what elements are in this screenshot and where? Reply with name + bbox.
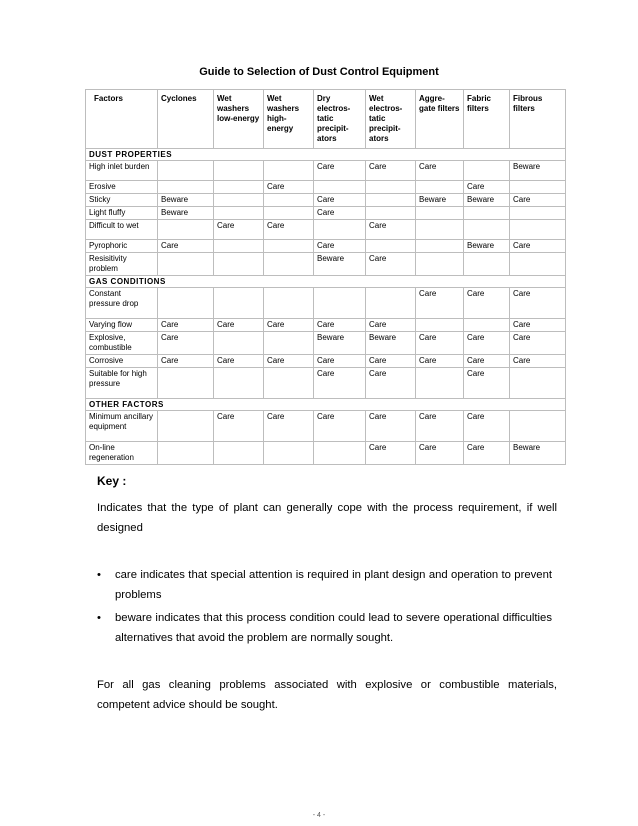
rating-cell: Care <box>264 355 314 368</box>
rating-cell: Care <box>464 332 510 355</box>
rating-cell: Care <box>314 240 366 253</box>
rating-cell <box>158 288 214 319</box>
rating-cell: Care <box>416 288 464 319</box>
key-intro: Indicates that the type of plant can generally cope with the process requirement, if well designed <box>97 502 557 534</box>
factor-cell: High inlet burden <box>86 161 158 181</box>
rating-cell: Care <box>314 194 366 207</box>
rating-cell <box>264 332 314 355</box>
factor-cell: On-line regeneration <box>86 442 158 465</box>
rating-cell <box>158 368 214 399</box>
section-label: DUST PROPERTIES <box>86 149 566 161</box>
rating-cell: Care <box>366 319 416 332</box>
rating-cell: Care <box>464 355 510 368</box>
section-label: GAS CONDITIONS <box>86 276 566 288</box>
table-row <box>86 355 566 368</box>
table-body <box>86 149 566 465</box>
rating-cell <box>158 181 214 194</box>
page-number: - 4 - <box>312 812 326 819</box>
rating-cell: Care <box>366 442 416 465</box>
factor-cell: Difficult to wet <box>86 220 158 240</box>
table-row <box>86 161 566 181</box>
rating-cell <box>314 220 366 240</box>
rating-cell: Care <box>158 319 214 332</box>
rating-cell: Beware <box>510 161 566 181</box>
section-row <box>86 149 566 161</box>
table-row <box>86 442 566 465</box>
rating-cell: Care <box>416 161 464 181</box>
rating-cell <box>314 181 366 194</box>
rating-cell: Care <box>314 411 366 442</box>
rating-cell <box>366 194 416 207</box>
rating-cell: Care <box>264 319 314 332</box>
key-bullet-beware <box>97 608 552 648</box>
rating-cell <box>510 411 566 442</box>
rating-cell <box>366 288 416 319</box>
section-row <box>86 399 566 411</box>
rating-cell <box>510 220 566 240</box>
rating-cell: Beware <box>510 442 566 465</box>
factor-cell: Explosive, combustible <box>86 332 158 355</box>
rating-cell: Care <box>214 355 264 368</box>
section-label: OTHER FACTORS <box>86 399 566 411</box>
rating-cell: Care <box>366 355 416 368</box>
page-title: Guide to Selection of Dust Control Equipment <box>199 66 439 78</box>
table-row <box>86 288 566 319</box>
header-cyclones: Cyclones <box>158 90 214 149</box>
rating-cell <box>366 181 416 194</box>
rating-cell <box>464 220 510 240</box>
table-row <box>86 240 566 253</box>
rating-cell <box>158 161 214 181</box>
rating-cell: Care <box>416 411 464 442</box>
rating-cell <box>214 207 264 220</box>
factor-cell: Constant pressure drop <box>86 288 158 319</box>
table-row <box>86 207 566 220</box>
factor-cell: Minimum ancillary equipment <box>86 411 158 442</box>
rating-cell <box>214 194 264 207</box>
rating-cell <box>264 240 314 253</box>
rating-cell <box>264 442 314 465</box>
rating-cell <box>214 442 264 465</box>
table-row <box>86 220 566 240</box>
factor-cell: Erosive <box>86 181 158 194</box>
rating-cell: Beware <box>464 240 510 253</box>
rating-cell <box>214 253 264 276</box>
rating-cell: Beware <box>314 332 366 355</box>
rating-cell <box>366 207 416 220</box>
header-fabric-filters: Fabric filters <box>464 90 510 149</box>
rating-cell: Care <box>314 207 366 220</box>
header-wet-washers-low: Wet washers low-energy <box>214 90 264 149</box>
rating-cell <box>158 220 214 240</box>
rating-cell: Care <box>158 240 214 253</box>
rating-cell: Care <box>366 220 416 240</box>
rating-cell: Beware <box>158 194 214 207</box>
rating-cell: Care <box>264 411 314 442</box>
header-aggregate-filters: Aggre-gate filters <box>416 90 464 149</box>
table-row <box>86 332 566 355</box>
table-row <box>86 253 566 276</box>
rating-cell <box>214 288 264 319</box>
factor-cell: Sticky <box>86 194 158 207</box>
rating-cell: Care <box>214 411 264 442</box>
rating-cell: Beware <box>314 253 366 276</box>
dust-control-table <box>85 89 566 465</box>
table-row <box>86 411 566 442</box>
rating-cell: Care <box>366 253 416 276</box>
rating-cell <box>416 253 464 276</box>
rating-cell: Care <box>464 411 510 442</box>
key-bullet-text: beware indicates that this process condition could lead to severe operational difficulties alternatives that avoid the problem are normally sought. <box>115 612 552 644</box>
rating-cell <box>464 253 510 276</box>
rating-cell <box>264 207 314 220</box>
rating-cell: Care <box>264 220 314 240</box>
rating-cell <box>464 319 510 332</box>
rating-cell: Care <box>510 240 566 253</box>
rating-cell: Care <box>314 161 366 181</box>
rating-cell <box>416 220 464 240</box>
rating-cell: Care <box>416 332 464 355</box>
rating-cell: Care <box>510 319 566 332</box>
rating-cell <box>214 332 264 355</box>
rating-cell <box>314 288 366 319</box>
factor-cell: Corrosive <box>86 355 158 368</box>
table-row <box>86 368 566 399</box>
rating-cell <box>264 288 314 319</box>
rating-cell <box>264 161 314 181</box>
factor-cell: Light fluffy <box>86 207 158 220</box>
header-factors: Factors <box>86 90 158 149</box>
rating-cell <box>510 253 566 276</box>
rating-cell <box>416 207 464 220</box>
header-wet-esp: Wet electros-tatic precipit-ators <box>366 90 416 149</box>
header-dry-esp: Dry electros-tatic precipit-ators <box>314 90 366 149</box>
table-row <box>86 194 566 207</box>
bullet-symbol: • <box>97 612 101 624</box>
rating-cell: Care <box>158 355 214 368</box>
rating-cell: Care <box>366 368 416 399</box>
header-wet-washers-high: Wet washers high-energy <box>264 90 314 149</box>
rating-cell <box>416 240 464 253</box>
rating-cell <box>416 181 464 194</box>
rating-cell <box>464 161 510 181</box>
rating-cell <box>214 161 264 181</box>
rating-cell: Care <box>366 161 416 181</box>
rating-cell <box>158 442 214 465</box>
closing-paragraph: For all gas cleaning problems associated with explosive or combustible materials, competent advice should be sought. <box>97 679 557 711</box>
rating-cell <box>214 368 264 399</box>
rating-cell: Care <box>158 332 214 355</box>
key-bullet-text: care indicates that special attention is required in plant design and operation to prevent problems <box>115 569 552 601</box>
rating-cell <box>510 368 566 399</box>
rating-cell <box>214 181 264 194</box>
rating-cell <box>264 194 314 207</box>
rating-cell: Beware <box>366 332 416 355</box>
rating-cell <box>264 368 314 399</box>
bullet-symbol: • <box>97 569 101 581</box>
factor-cell: Varying flow <box>86 319 158 332</box>
rating-cell: Care <box>510 194 566 207</box>
factor-cell: Pyrophoric <box>86 240 158 253</box>
table-row <box>86 319 566 332</box>
factor-cell: Resisitivity problem <box>86 253 158 276</box>
rating-cell: Care <box>416 355 464 368</box>
rating-cell <box>158 411 214 442</box>
rating-cell <box>416 368 464 399</box>
rating-cell: Care <box>464 368 510 399</box>
rating-cell: Care <box>464 288 510 319</box>
rating-cell: Care <box>464 442 510 465</box>
key-bullet-care <box>97 565 552 605</box>
rating-cell: Care <box>314 368 366 399</box>
rating-cell: Care <box>510 355 566 368</box>
header-fibrous-filters: Fibrous filters <box>510 90 566 149</box>
rating-cell: Care <box>416 442 464 465</box>
rating-cell: Care <box>264 181 314 194</box>
rating-cell: Care <box>510 332 566 355</box>
rating-cell: Care <box>214 220 264 240</box>
rating-cell <box>510 181 566 194</box>
table-row <box>86 181 566 194</box>
rating-cell <box>366 240 416 253</box>
rating-cell <box>214 240 264 253</box>
rating-cell: Care <box>464 181 510 194</box>
table-header-row <box>86 90 566 149</box>
rating-cell: Care <box>314 355 366 368</box>
rating-cell: Beware <box>158 207 214 220</box>
rating-cell: Care <box>510 288 566 319</box>
rating-cell: Beware <box>464 194 510 207</box>
rating-cell <box>464 207 510 220</box>
rating-cell: Beware <box>416 194 464 207</box>
rating-cell <box>264 253 314 276</box>
rating-cell <box>416 319 464 332</box>
rating-cell <box>158 253 214 276</box>
rating-cell: Care <box>214 319 264 332</box>
rating-cell: Care <box>314 319 366 332</box>
key-title: Key : <box>97 474 127 488</box>
section-row <box>86 276 566 288</box>
rating-cell <box>510 207 566 220</box>
rating-cell <box>314 442 366 465</box>
factor-cell: Suitable for high pressure <box>86 368 158 399</box>
rating-cell: Care <box>366 411 416 442</box>
